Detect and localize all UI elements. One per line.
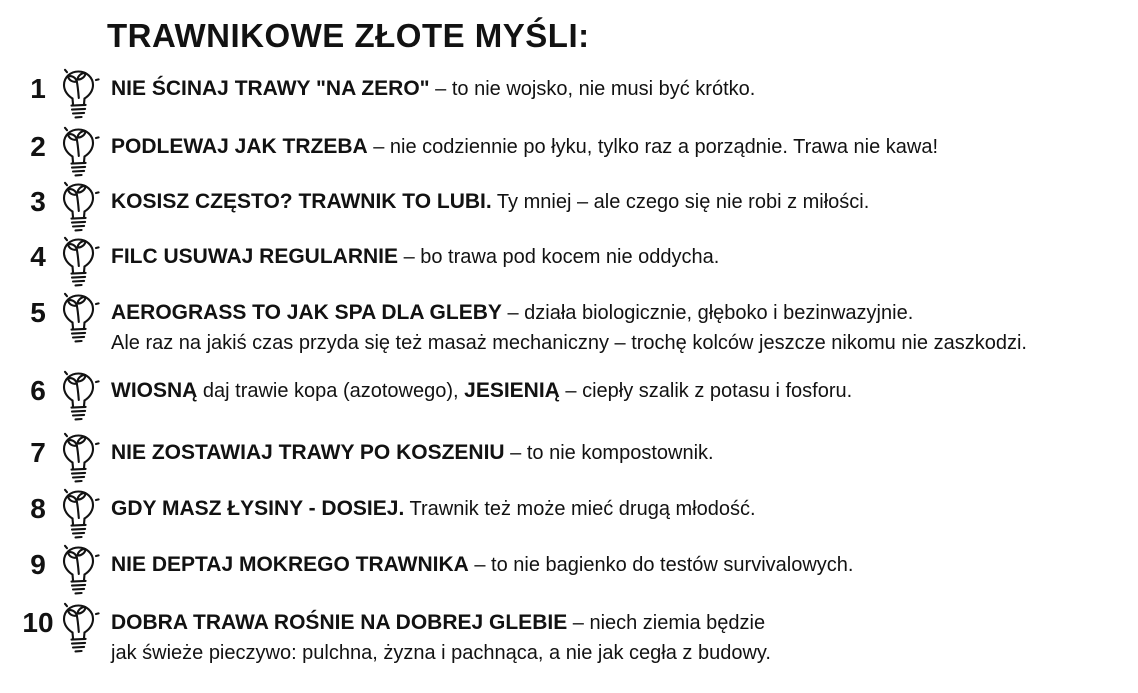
item-heading-segment: FILC USUWAJ REGULARNIE <box>111 245 399 268</box>
lightbulb-sprout-icon <box>56 292 102 348</box>
item-body-segment: Ale raz na jakiś czas przyda się też masaż mechaniczny – trochę kolców jeszcze nikomu nie zaszkodzi. <box>111 332 1027 354</box>
item-heading-segment: GDY MASZ ŁYSINY - DOSIEJ. <box>111 497 405 520</box>
item-text <box>111 187 869 217</box>
lightbulb-sprout-icon <box>56 236 102 292</box>
item-number: 3 <box>30 186 46 217</box>
lightbulb-sprout-icon <box>56 432 102 488</box>
item-text <box>111 376 852 406</box>
item-body-segment: – to nie kompostownik. <box>504 442 714 464</box>
item-number: 2 <box>30 131 46 162</box>
item-body-segment: – to nie bagienko do testów survivalowych. <box>468 554 854 576</box>
item-text <box>111 550 853 580</box>
item-text-line <box>111 608 771 638</box>
list-item <box>22 74 1130 124</box>
page-title: TRAWNIKOWE ZŁOTE MYŚLI: <box>107 17 590 54</box>
item-heading-segment: JESIENIĄ <box>464 379 560 402</box>
lightbulb-sprout-icon <box>56 602 102 658</box>
item-heading-segment: WIOSNĄ <box>111 379 198 402</box>
item-text-line <box>111 438 714 468</box>
item-heading-segment: NIE ŚCINAJ TRAWY "NA ZERO" <box>111 77 430 100</box>
tips-list <box>22 74 1130 668</box>
item-heading-segment: KOSISZ CZĘSTO? TRAWNIK TO LUBI. <box>111 190 492 213</box>
item-body-segment: – ciepły szalik z potasu i fosforu. <box>559 380 853 402</box>
list-item <box>22 242 1130 292</box>
item-body-segment: Trawnik też może mieć drugą młodość. <box>404 498 756 520</box>
item-text-line <box>111 242 719 272</box>
list-item <box>22 376 1130 426</box>
item-body-segment: Ty mniej – ale czego się nie robi z miłości. <box>491 191 870 213</box>
item-text <box>111 132 938 162</box>
item-body-segment: jak świeże pieczywo: pulchna, żyzna i pachnąca, a nie jak cegła z budowy. <box>111 642 771 664</box>
item-number: 7 <box>30 437 46 468</box>
lightbulb-sprout-icon <box>56 68 102 124</box>
item-heading-segment: NIE DEPTAJ MOKREGO TRAWNIKA <box>111 553 469 576</box>
list-item <box>22 187 1130 237</box>
item-number: 1 <box>30 73 46 104</box>
item-text <box>111 242 719 272</box>
item-text-line <box>111 376 852 406</box>
item-number: 9 <box>30 549 46 580</box>
item-text-line <box>111 328 1027 358</box>
item-number: 4 <box>30 241 46 272</box>
item-number: 5 <box>30 297 46 328</box>
lightbulb-sprout-icon <box>56 126 102 182</box>
item-number: 10 <box>22 607 54 638</box>
item-text-line <box>111 132 938 162</box>
item-heading-segment: NIE ZOSTAWIAJ TRAWY PO KOSZENIU <box>111 441 505 464</box>
item-text <box>111 74 755 104</box>
item-body-segment: – niech ziemia będzie <box>567 612 766 634</box>
item-text <box>111 438 714 468</box>
lightbulb-sprout-icon <box>56 488 102 544</box>
item-text <box>111 608 771 668</box>
item-number: 8 <box>30 493 46 524</box>
list-item <box>22 550 1130 600</box>
lightbulb-sprout-icon <box>56 181 102 237</box>
item-body-segment: – działa biologicznie, głęboko i bezinwazyjnie. <box>501 302 914 324</box>
item-heading-segment: PODLEWAJ JAK TRZEBA <box>111 135 368 158</box>
list-item <box>22 438 1130 488</box>
list-item <box>22 494 1130 544</box>
item-number: 6 <box>30 375 46 406</box>
item-text-line <box>111 74 755 104</box>
item-body-segment: daj trawie kopa (azotowego), <box>197 380 465 402</box>
list-item <box>22 608 1130 668</box>
lightbulb-sprout-icon <box>56 544 102 600</box>
list-item <box>22 132 1130 182</box>
item-text-line <box>111 638 771 668</box>
item-heading-segment: DOBRA TRAWA ROŚNIE NA DOBREJ GLEBIE <box>111 611 568 634</box>
item-text <box>111 494 756 524</box>
lightbulb-sprout-icon <box>56 370 102 426</box>
item-text <box>111 298 1027 358</box>
item-text-line <box>111 550 853 580</box>
item-heading-segment: AEROGRASS TO JAK SPA DLA GLEBY <box>111 301 502 324</box>
item-text-line <box>111 298 1027 328</box>
item-text-line <box>111 187 869 217</box>
item-body-segment: – nie codziennie po łyku, tylko raz a porządnie. Trawa nie kawa! <box>367 136 938 158</box>
item-text-line <box>111 494 756 524</box>
list-item <box>22 298 1130 358</box>
item-body-segment: – bo trawa pod kocem nie oddycha. <box>398 246 720 268</box>
item-body-segment: – to nie wojsko, nie musi być krótko. <box>429 78 756 100</box>
